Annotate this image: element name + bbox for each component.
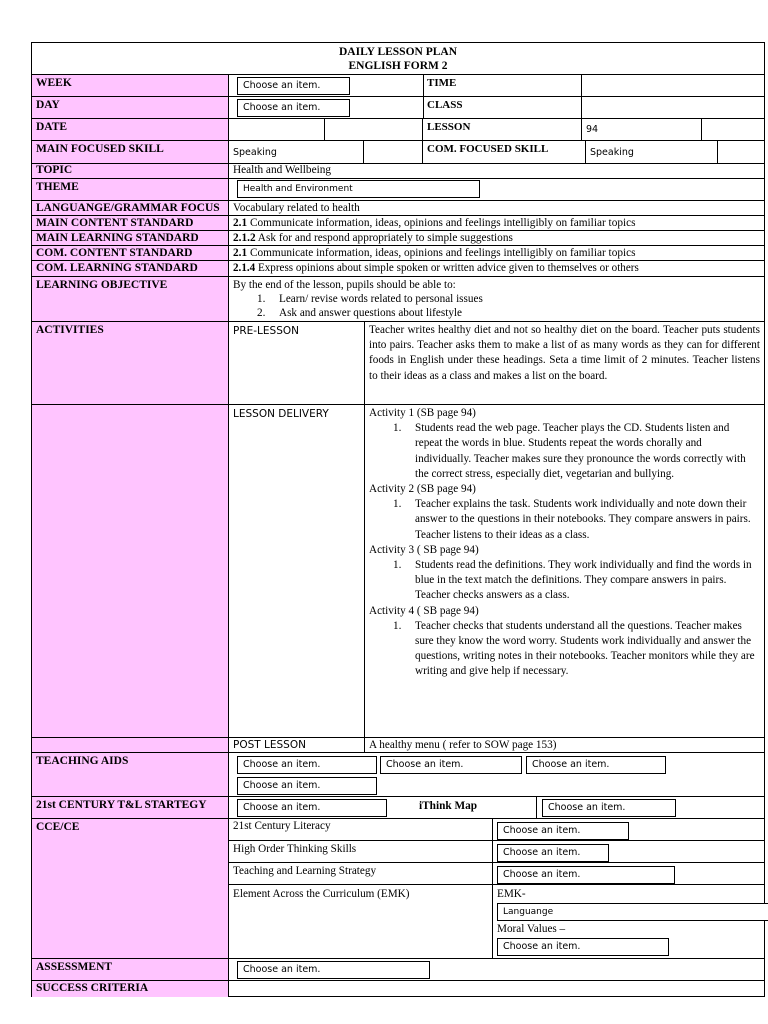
mcs-label: MAIN CONTENT STANDARD	[32, 216, 229, 230]
skill-row	[32, 140, 764, 163]
cce-right	[493, 819, 764, 958]
pre-lesson-label: PRE-LESSON	[229, 322, 365, 404]
cls-code: 2.1.4	[233, 262, 256, 274]
strategy-select[interactable]: Choose an item.	[237, 799, 387, 817]
activities-label-cont	[32, 405, 229, 737]
topic-row	[32, 163, 764, 178]
cls-label: COM. LEARNING STANDARD	[32, 261, 229, 276]
aids-row	[32, 752, 764, 796]
ccs-text: Communicate information, ideas, opinions and feelings intelligibly on familiar topics	[247, 247, 636, 259]
grammar-label: LANGUANGE/GRAMMAR FOCUS	[32, 201, 229, 215]
main-skill-label: MAIN FOCUSED SKILL	[32, 141, 229, 163]
topic-label: TOPIC	[32, 164, 229, 178]
date-value[interactable]	[229, 119, 325, 140]
objective-row	[32, 276, 764, 321]
cls-value	[229, 261, 764, 276]
divider	[536, 797, 537, 818]
objective-intro: By the end of the lesson, pupils should be able to:	[233, 279, 456, 291]
lesson-number: 94	[581, 119, 702, 140]
lesson-extra	[701, 119, 764, 140]
class-label: CLASS	[427, 99, 463, 111]
objective-item: 2. Ask and answer questions about lifestyle	[257, 307, 463, 319]
grammar-row	[32, 200, 764, 215]
post-lesson-label: POST LESSON	[229, 738, 365, 752]
delivery-text	[365, 405, 764, 737]
mcs-value	[229, 216, 764, 230]
mls-row	[32, 230, 764, 245]
objective-label: LEARNING OBJECTIVE	[32, 277, 229, 321]
mcs-code: 2.1	[233, 217, 248, 229]
assessment-select[interactable]: Choose an item.	[237, 961, 430, 979]
activities-label: ACTIVITIES	[32, 322, 229, 404]
divider	[493, 840, 764, 841]
plan-subtitle: ENGLISH FORM 2	[348, 60, 448, 72]
activity-title: Activity 1 (SB page 94)	[369, 407, 476, 419]
ccs-code: 2.1	[233, 247, 248, 259]
success-row	[32, 980, 764, 997]
strategy-row	[32, 796, 764, 818]
activity-item: 1. Students read the web page. Teacher plays the CD. Students listen and repeat the words in blue. Students repeat the words chorally and individually. Teacher makes sure they pronounce the words correctly with the correct stress, especially diet, vegetarian and bullying.	[393, 422, 746, 480]
hots-select[interactable]: Choose an item.	[497, 844, 609, 862]
ccs-value	[229, 246, 764, 260]
delivery-row	[32, 404, 764, 737]
delivery-label: LESSON DELIVERY	[229, 405, 365, 737]
cls-row	[32, 260, 764, 276]
mls-text: Ask for and respond appropriately to simple suggestions	[255, 232, 513, 244]
activity-item: 1. Teacher explains the task. Students work individually and note down their answer to the questions in their notebooks. They compare answers in pairs. Teacher listens to their ideas as a class.	[393, 498, 751, 541]
aid-select-1[interactable]: Choose an item.	[237, 756, 377, 774]
week-select[interactable]: Choose an item.	[237, 77, 350, 95]
com-skill-value: Speaking	[585, 141, 718, 163]
moral-text: Moral Values –	[497, 923, 566, 935]
week-row	[32, 74, 764, 96]
moral-select[interactable]: Choose an item.	[497, 938, 669, 956]
cce-row	[32, 818, 764, 958]
activity-title: Activity 2 (SB page 94)	[369, 483, 476, 496]
theme-row	[32, 178, 764, 200]
pre-lesson-row	[32, 321, 764, 404]
aid-select-2[interactable]: Choose an item.	[380, 756, 522, 774]
success-label: SUCCESS CRITERIA	[32, 981, 229, 997]
date-label: DATE	[32, 119, 229, 140]
ccs-row	[32, 245, 764, 260]
emk-label: Element Across the Curriculum (EMK)	[233, 888, 410, 900]
post-lesson-row	[32, 737, 764, 752]
emk-text: EMK-	[497, 888, 526, 900]
day-select[interactable]: Choose an item.	[237, 99, 350, 117]
class-value[interactable]	[581, 97, 764, 118]
com-skill-label: COM. FOCUSED SKILL	[427, 143, 549, 155]
divider	[493, 884, 764, 885]
pre-lesson-text: Teacher writes healthy diet and not so healthy diet on the board. Teacher puts students into pairs. Teacher asks them to make a list of as many words as they can for different foods in English under these headings. Seta a time limit of 2 minutes. Teacher listens to their ideas as a class and makes a list on the board.	[369, 324, 760, 382]
grammar-value: Vocabulary related to health	[233, 202, 360, 214]
time-value[interactable]	[581, 75, 764, 96]
assessment-row	[32, 958, 764, 980]
cce-left	[229, 819, 493, 958]
theme-select[interactable]: Health and Environment	[237, 180, 480, 198]
day-row	[32, 96, 764, 118]
activity-item: 1. Students read the definitions. They work individually and find the words in blue in the text match the definitions. They compare answers in pairs. Teacher checks answers as a class.	[393, 559, 752, 602]
mcs-text: Communicate information, ideas, opinions and feelings intelligibly on familiar topics	[247, 217, 636, 229]
aids-label: TEACHING AIDS	[32, 753, 229, 796]
ithink-label: iThink Map	[419, 800, 478, 812]
date-extra	[325, 119, 423, 140]
mls-code: 2.1.2	[233, 232, 256, 244]
strategy-label: 21st CENTURY T&L STARTEGY	[32, 797, 229, 818]
tls-select[interactable]: Choose an item.	[497, 866, 675, 884]
aid-select-4[interactable]: Choose an item.	[237, 777, 377, 795]
activity-title: Activity 3 ( SB page 94)	[369, 543, 479, 556]
emk-select[interactable]: Languange	[497, 903, 768, 921]
topic-value: Health and Wellbeing	[233, 164, 332, 176]
literacy-label: 21st Century Literacy	[229, 819, 492, 841]
day-label: DAY	[32, 97, 229, 118]
activity-title: Activity 4 ( SB page 94)	[369, 604, 479, 617]
theme-label: THEME	[32, 179, 229, 200]
post-lesson-text: A healthy menu ( refer to SOW page 153)	[369, 739, 557, 751]
assessment-label: ASSESSMENT	[32, 959, 229, 980]
literacy-select[interactable]: Choose an item.	[497, 822, 629, 840]
main-skill-value: Speaking	[229, 141, 364, 163]
divider	[493, 862, 764, 863]
aid-select-3[interactable]: Choose an item.	[526, 756, 666, 774]
ithink-select[interactable]: Choose an item.	[542, 799, 676, 817]
objective-item: 1. Learn/ revise words related to personal issues	[257, 293, 483, 305]
week-label: WEEK	[32, 75, 229, 96]
hots-label: High Order Thinking Skills	[229, 841, 492, 863]
activity-item: 1. Teacher checks that students understand all the questions. Teacher makes sure they know the word worry. Students work individually and answer the questions, writing notes in their notebooks. Teacher monitors while they are writing and give help if necessary.	[393, 619, 755, 678]
success-value[interactable]	[229, 981, 764, 997]
ccs-label: COM. CONTENT STANDARD	[32, 246, 229, 260]
skill-extra	[364, 141, 423, 163]
cce-label: CCE/CE	[32, 819, 229, 958]
mcs-row	[32, 215, 764, 230]
tls-label: Teaching and Learning Strategy	[229, 863, 492, 885]
objective-value	[229, 277, 764, 321]
plan-title: DAILY LESSON PLAN	[338, 46, 457, 58]
title-row	[32, 43, 764, 74]
cls-text: Express opinions about simple spoken or written advice given to themselves or others	[255, 262, 639, 274]
mls-value	[229, 231, 764, 245]
time-label: TIME	[427, 77, 457, 89]
lesson-label: LESSON	[427, 121, 471, 133]
date-row	[32, 118, 764, 140]
activities-label-end	[32, 738, 229, 752]
mls-label: MAIN LEARNING STANDARD	[32, 231, 229, 245]
lesson-plan-table	[31, 42, 765, 997]
